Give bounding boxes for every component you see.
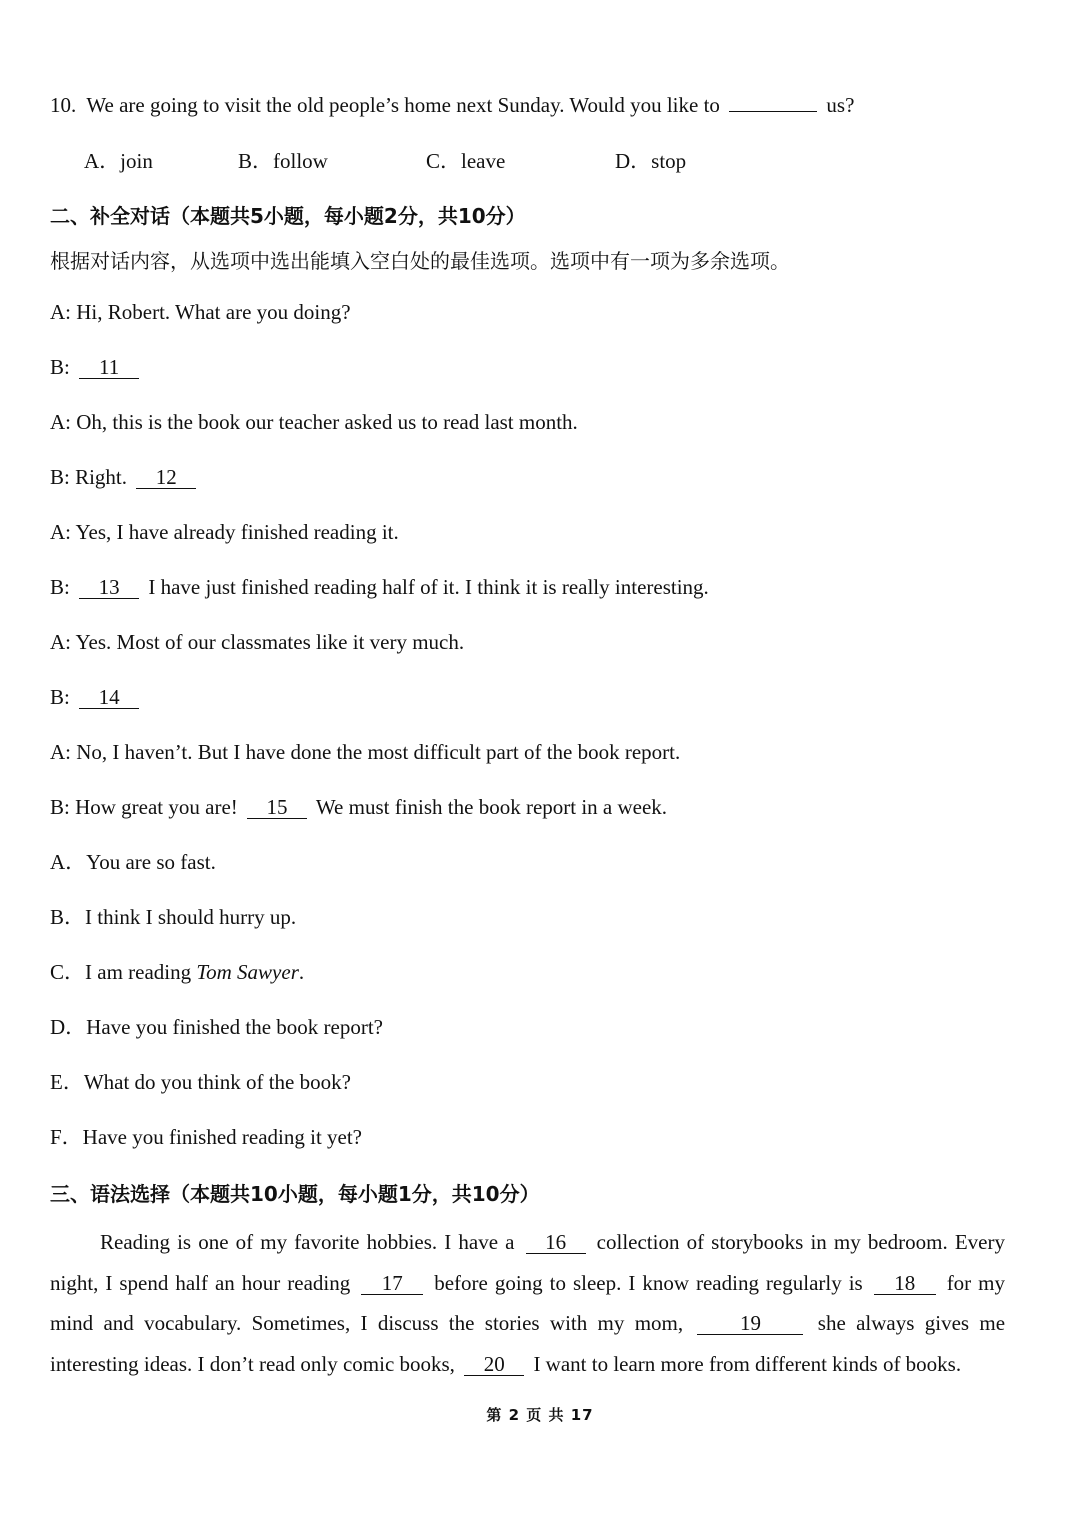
speaker-b: B: [50,685,70,709]
blank-11: 11 [79,356,139,379]
blank-20: 20 [464,1353,524,1376]
question-text: We are going to visit the old people’s home next Sunday. Would you like to [86,93,720,117]
blank-14: 14 [79,686,139,709]
dialogue-line-4 [50,463,200,491]
option-c: C．leave [426,149,506,173]
option-a: A．join [84,149,153,173]
speaker-b: B: [50,355,70,379]
blank-18: 18 [874,1272,936,1295]
speaker-b: B: [50,575,70,599]
dialogue-line-9: A: No, I haven’t. But I have done the most difficult part of the book report. [50,740,681,764]
speaker-b: B: How great you are! [50,795,238,819]
blank-19: 19 [697,1312,803,1335]
dialogue-line-2 [50,353,143,381]
choice-a: A．You are so fast. [50,850,216,874]
passage-text: collection of storybooks in my bedroom. Every night, I spend half an hour reading [50,1230,1005,1295]
choice-f: F．Have you finished reading it yet? [50,1125,363,1149]
section-2-heading: 二、补全对话（本题共5小题，每小题2分，共10分） [50,204,526,228]
blank-13: 13 [79,576,139,599]
choice-b: B．I think I should hurry up. [50,905,297,929]
dialogue-line-5: A: Yes, I have already finished reading it. [50,520,399,544]
section-2-instruction: 根据对话内容，从选项中选出能填入空白处的最佳选项。选项中有一项为多余选项。 [50,249,790,273]
question-number: 10. [50,93,77,117]
answer-blank [729,111,817,112]
speaker-b: B: Right. [50,465,128,489]
section-3-heading: 三、语法选择（本题共10小题，每小题1分，共10分） [50,1182,540,1206]
passage-text: before going to sleep. I know reading regularly is [434,1270,863,1295]
blank-17: 17 [361,1272,423,1295]
option-b: B．follow [238,149,328,173]
choice-c [50,958,304,986]
passage [50,1222,1005,1384]
blank-15: 15 [247,796,307,819]
punctuation: . [298,960,305,984]
question-text-end: us? [826,93,855,117]
dialogue-line-1: A: Hi, Robert. What are you doing? [50,300,351,324]
passage-text: Reading is one of my favorite hobbies. I have a [100,1230,515,1254]
dialogue-line-7: A: Yes. Most of our classmates like it very much. [50,630,465,654]
passage-text: I want to learn more from different kinds of books. [533,1351,962,1376]
blank-16: 16 [526,1231,586,1254]
dialogue-text: We must finish the book report in a week. [315,795,668,819]
choice-d: D．Have you finished the book report? [50,1015,383,1039]
book-title: Tom Sawyer [196,960,299,984]
blank-12: 12 [136,466,196,489]
dialogue-line-10 [50,793,667,821]
dialogue-text: I have just finished reading half of it. I think it is really interesting. [148,575,709,599]
page-footer: 第 2 页 共 17 [486,1406,594,1424]
option-d: D．stop [615,149,687,173]
question-10 [50,91,854,119]
choice-text: C．I am reading [50,960,192,984]
dialogue-line-8 [50,683,143,711]
passage-text: she always gives me interesting ideas. I don’t read only comic books, [50,1311,1006,1376]
choice-e: E．What do you think of the book? [50,1070,351,1094]
dialogue-line-6 [50,573,709,601]
passage-text: for my mind and vocabulary. Sometimes, I discuss the stories with my mom, [50,1270,1005,1335]
dialogue-line-3: A: Oh, this is the book our teacher asked us to read last month. [50,410,578,434]
